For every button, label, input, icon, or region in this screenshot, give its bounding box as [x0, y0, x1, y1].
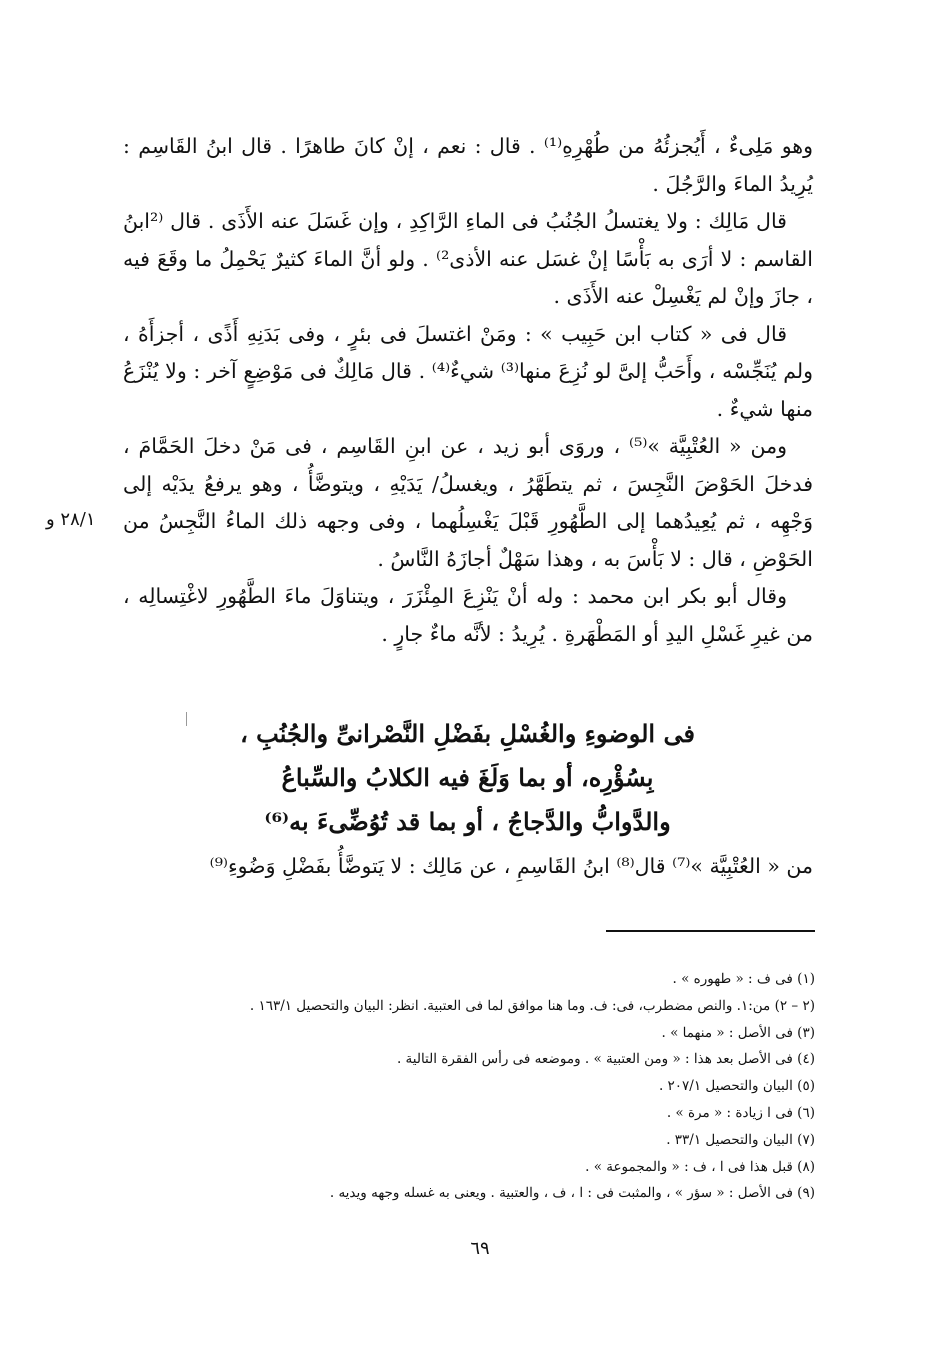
paragraph-4: ومن « العُتْبِيَّة »⁽⁵⁾ ، وروَى أبو زيد ، عن ابنِ القَاسِم ، فى مَنْ دخلَ الحَمَّامَ ، فدخلَ الحَوْضَ النَّجِسَ ، ثم يتطَهَّرُ ، ويغسلُ/ يَدَيْهِ ، ويتوضَّأُ ، وهو يرفعُ يدَيْه إلى وَجْهِه ، ثم يُعِيدُهما إلى الطَّهُورِ قَبْلَ يَغْسِلُهما ، وفى وجهه ذلك الماءُ النَّجِسُ من الحَوْضِ ، قال : لا بَأْسَ به ، وهذا سَهْلٌ أجازَهُ النَّاسُ .: [123, 434, 813, 571]
paragraph-2: قال مَالِك : ولا يغتسلُ الجُنُبُ فى الماءِ الرَّاكِدِ ، وإن غَسَلَ عنه الأَذَى . قال ⁽²ابنُ القاسم : لا أرَى به بَأْسًا إنْ غسَل عنه الأذى²⁾ . ولو أنَّ الماءَ كثيرٌ يَحْمِلُ ما وقَعَ فيه ، جازَ وإنْ لم يَغْسِلْ عنه الأَذَى .: [123, 209, 813, 308]
footnote-7: (٧) البيان والتحصيل ٣٣/١ .: [666, 1131, 815, 1148]
footnote-4: (٤) فى الأصل بعد هذا : « ومن العتبية » . وموضعه فى رأس الفقرة التالية .: [396, 1051, 815, 1068]
footnote-2: (٢ – ٢) من:١. والنص مضطرب، فى: ف. وما هنا موافق لما فى العتبية. انظر: البيان والتحصيل ١٦٣/١ .: [249, 997, 815, 1014]
footnote-5: (٥) البيان والتحصيل ٢٠٧/١ .: [658, 1078, 815, 1095]
manuscript-folio-note: ٢٨/١ و: [46, 509, 96, 530]
footnote-separator: [606, 930, 815, 932]
paragraph-1: وهو مَلِىءٌ ، أَيُجزئُهُ من طُهْرِهِ⁽¹⁾ . قال : نعم ، إنْ كانَ طاهرًا . قال ابنُ القَاسِم : يُرِيدُ الماءَ والرَّجُلَ .: [123, 134, 813, 196]
footnote-1: (١) فى ف : « طهوره » .: [672, 971, 815, 987]
section-heading: [150, 712, 785, 844]
footnote-3: (٣) فى الأصل : « منهما » .: [661, 1024, 815, 1041]
heading-line-1: فى الوضوءِ والغُسْلِ بفَضْلِ النَّصْرانىِّ والجُنُبِ ،: [240, 719, 695, 748]
footnote-8: (٨) قبل هذا فى ا ، ف : « والمجموعة » .: [585, 1158, 815, 1175]
paragraph-5: وقال أبو بكر ابن محمد : وله أنْ يَنْزِعَ المِئْزَرَ ، ويتناوَلَ ماءَ الطَّهُورِ لاغْتِسالِه ، من غيرِ غَسْلِ اليدِ أو المَطْهَرةِ . يُرِيدُ : لأنَّه ماءٌ جارٍ .: [123, 584, 813, 646]
page-number: ٦٩: [470, 1238, 490, 1259]
paragraph-3: قال فى « كتاب ابن حَبِيب » : ومَنْ اغتسلَ فى بئرٍ ، وفى بَدَنِهِ أَذًى ، أجزأَهُ ، ولم يُنَجِّسْه ، وأَحَبُّ إلىَّ لو نُزِعَ منها⁽³⁾ شيءٌ⁽⁴⁾ . قال مَالِكٌ فى مَوْضِعٍ آخر : ولا يُنْزَعُ منها شيءٌ .: [123, 321, 813, 421]
main-text: [123, 128, 813, 653]
footnotes: [115, 966, 815, 1207]
footnote-9: (٩) فى الأصل : « سؤر » ، والمثبت فى : ا ، ف ، والعتبية . ويعنى به غسله وجهه ويديه .: [329, 1185, 815, 1202]
footnote-6: (٦) فى ا زيادة : « مرة » .: [666, 1104, 815, 1121]
heading-line-3: والدَّوابُّ والدَّجاجُ ، أو بما قد تُوُضِّىءَ به⁽⁶⁾: [264, 807, 671, 836]
heading-line-2: بِسُؤْرِه، أو بما وَلَغَ فيه الكلابُ والسِّباعُ: [281, 763, 654, 792]
section-first-line: من « العُتْبِيَّة »⁽⁷⁾ قال⁽⁸⁾ ابنُ القَاسِمِ ، عن مَالِك : لا يَتوضَّأُ بفَضْلِ وَضُوءِ⁽⁹⁾: [209, 854, 813, 878]
